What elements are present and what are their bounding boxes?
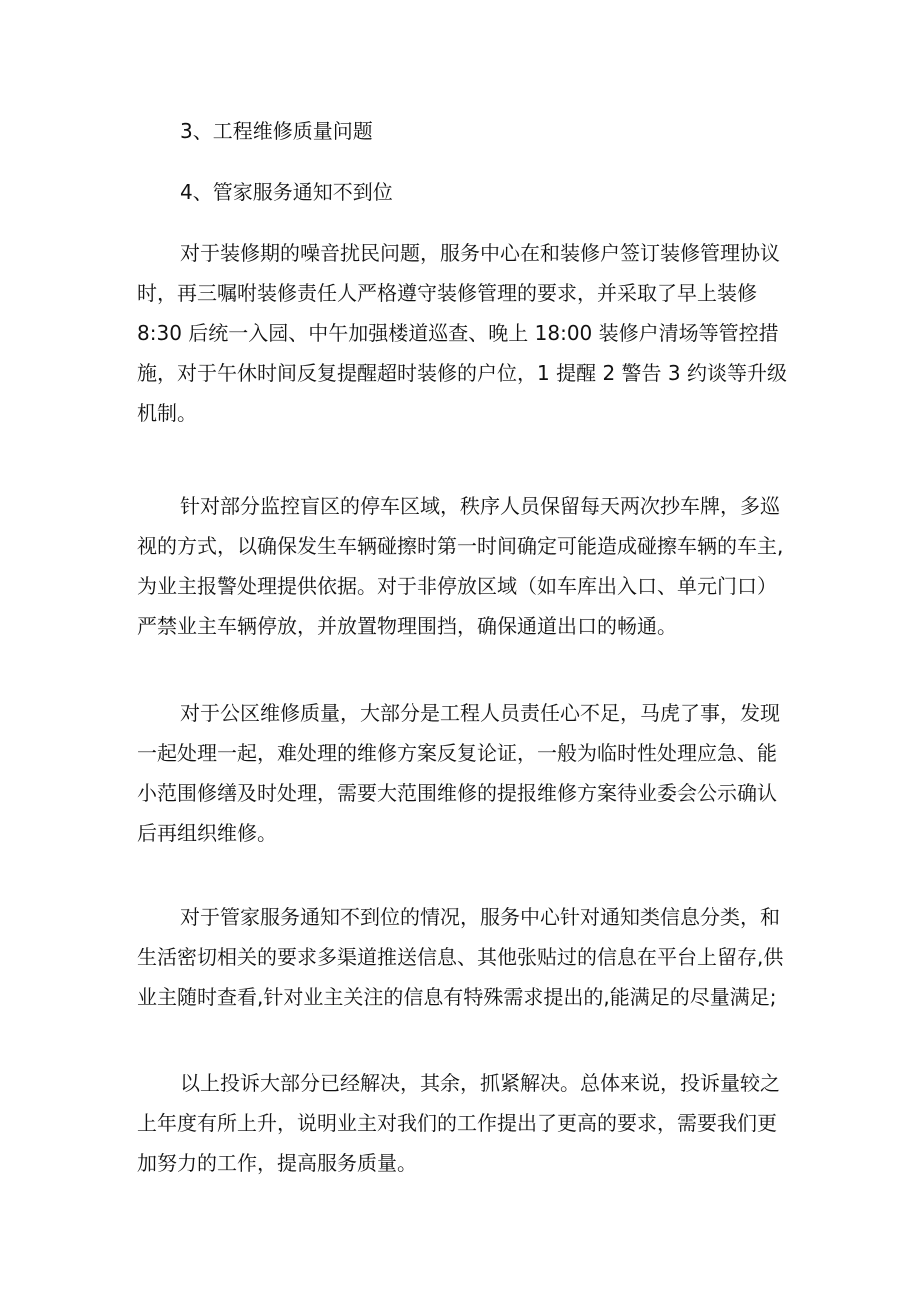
text-line: 生活密切相关的要求多渠道推送信息、其他张贴过的信息在平台上留存,供 [137,945,784,969]
text-line: 上年度有所上升，说明业主对我们的工作提出了更高的要求，需要我们更 [137,1111,777,1135]
paragraph-summary [137,1063,787,1183]
text-line: 为业主报警处理提供依据。对于非停放区域（如车库出入口、单元门口） [137,574,777,598]
text-line: 对于公区维修质量，大部分是工程人员责任心不足，马虎了事，发现 [180,701,780,725]
text-line: 业主随时查看,针对业主关注的信息有特殊需求提出的,能满足的尽量满足; [137,985,777,1009]
text-line: 对于管家服务通知不到位的情况，服务中心针对通知类信息分类，和 [180,905,780,929]
list-item-3: 3、工程维修质量问题 [180,119,373,143]
text-line: 8:30 后统一入园、中午加强楼道巡查、晚上 18:00 装修户清场等管控措 [137,321,779,345]
text-line: 机制。 [137,401,197,425]
text-line: 视的方式，以确保发生车辆碰擦时第一时间确定可能造成碰擦车辆的车主, [137,534,784,558]
text-line: 以上投诉大部分已经解决，其余，抓紧解决。总体来说，投诉量较之 [180,1071,780,1095]
text-line: 后再组织维修。 [137,821,277,845]
paragraph-renovation-noise [137,233,787,433]
text-line: 小范围修缮及时处理，需要大范围维修的提报维修方案待业委会公示确认 [137,781,777,805]
text-line: 一起处理一起，难处理的维修方案反复论证，一般为临时性处理应急、能 [137,741,777,765]
text-line: 对于装修期的噪音扰民问题，服务中心在和装修户签订装修管理协议 [180,241,780,265]
list-item-4: 4、管家服务通知不到位 [180,180,393,204]
paragraph-repair-quality [137,693,787,853]
text-line: 严禁业主车辆停放，并放置物理围挡，确保通道出口的畅通。 [137,614,677,638]
paragraph-parking-monitoring [137,486,787,646]
paragraph-butler-notification [137,897,787,1017]
text-line: 时，再三嘱咐装修责任人严格遵守装修管理的要求，并采取了早上装修 [137,281,757,305]
text-line: 加努力的工作，提高服务质量。 [137,1151,417,1175]
text-line: 针对部分监控盲区的停车区域，秩序人员保留每天两次抄车牌，多巡 [180,494,780,518]
text-line: 施，对于午休时间反复提醒超时装修的户位，1 提醒 2 警告 3 约谈等升级 [137,361,787,385]
